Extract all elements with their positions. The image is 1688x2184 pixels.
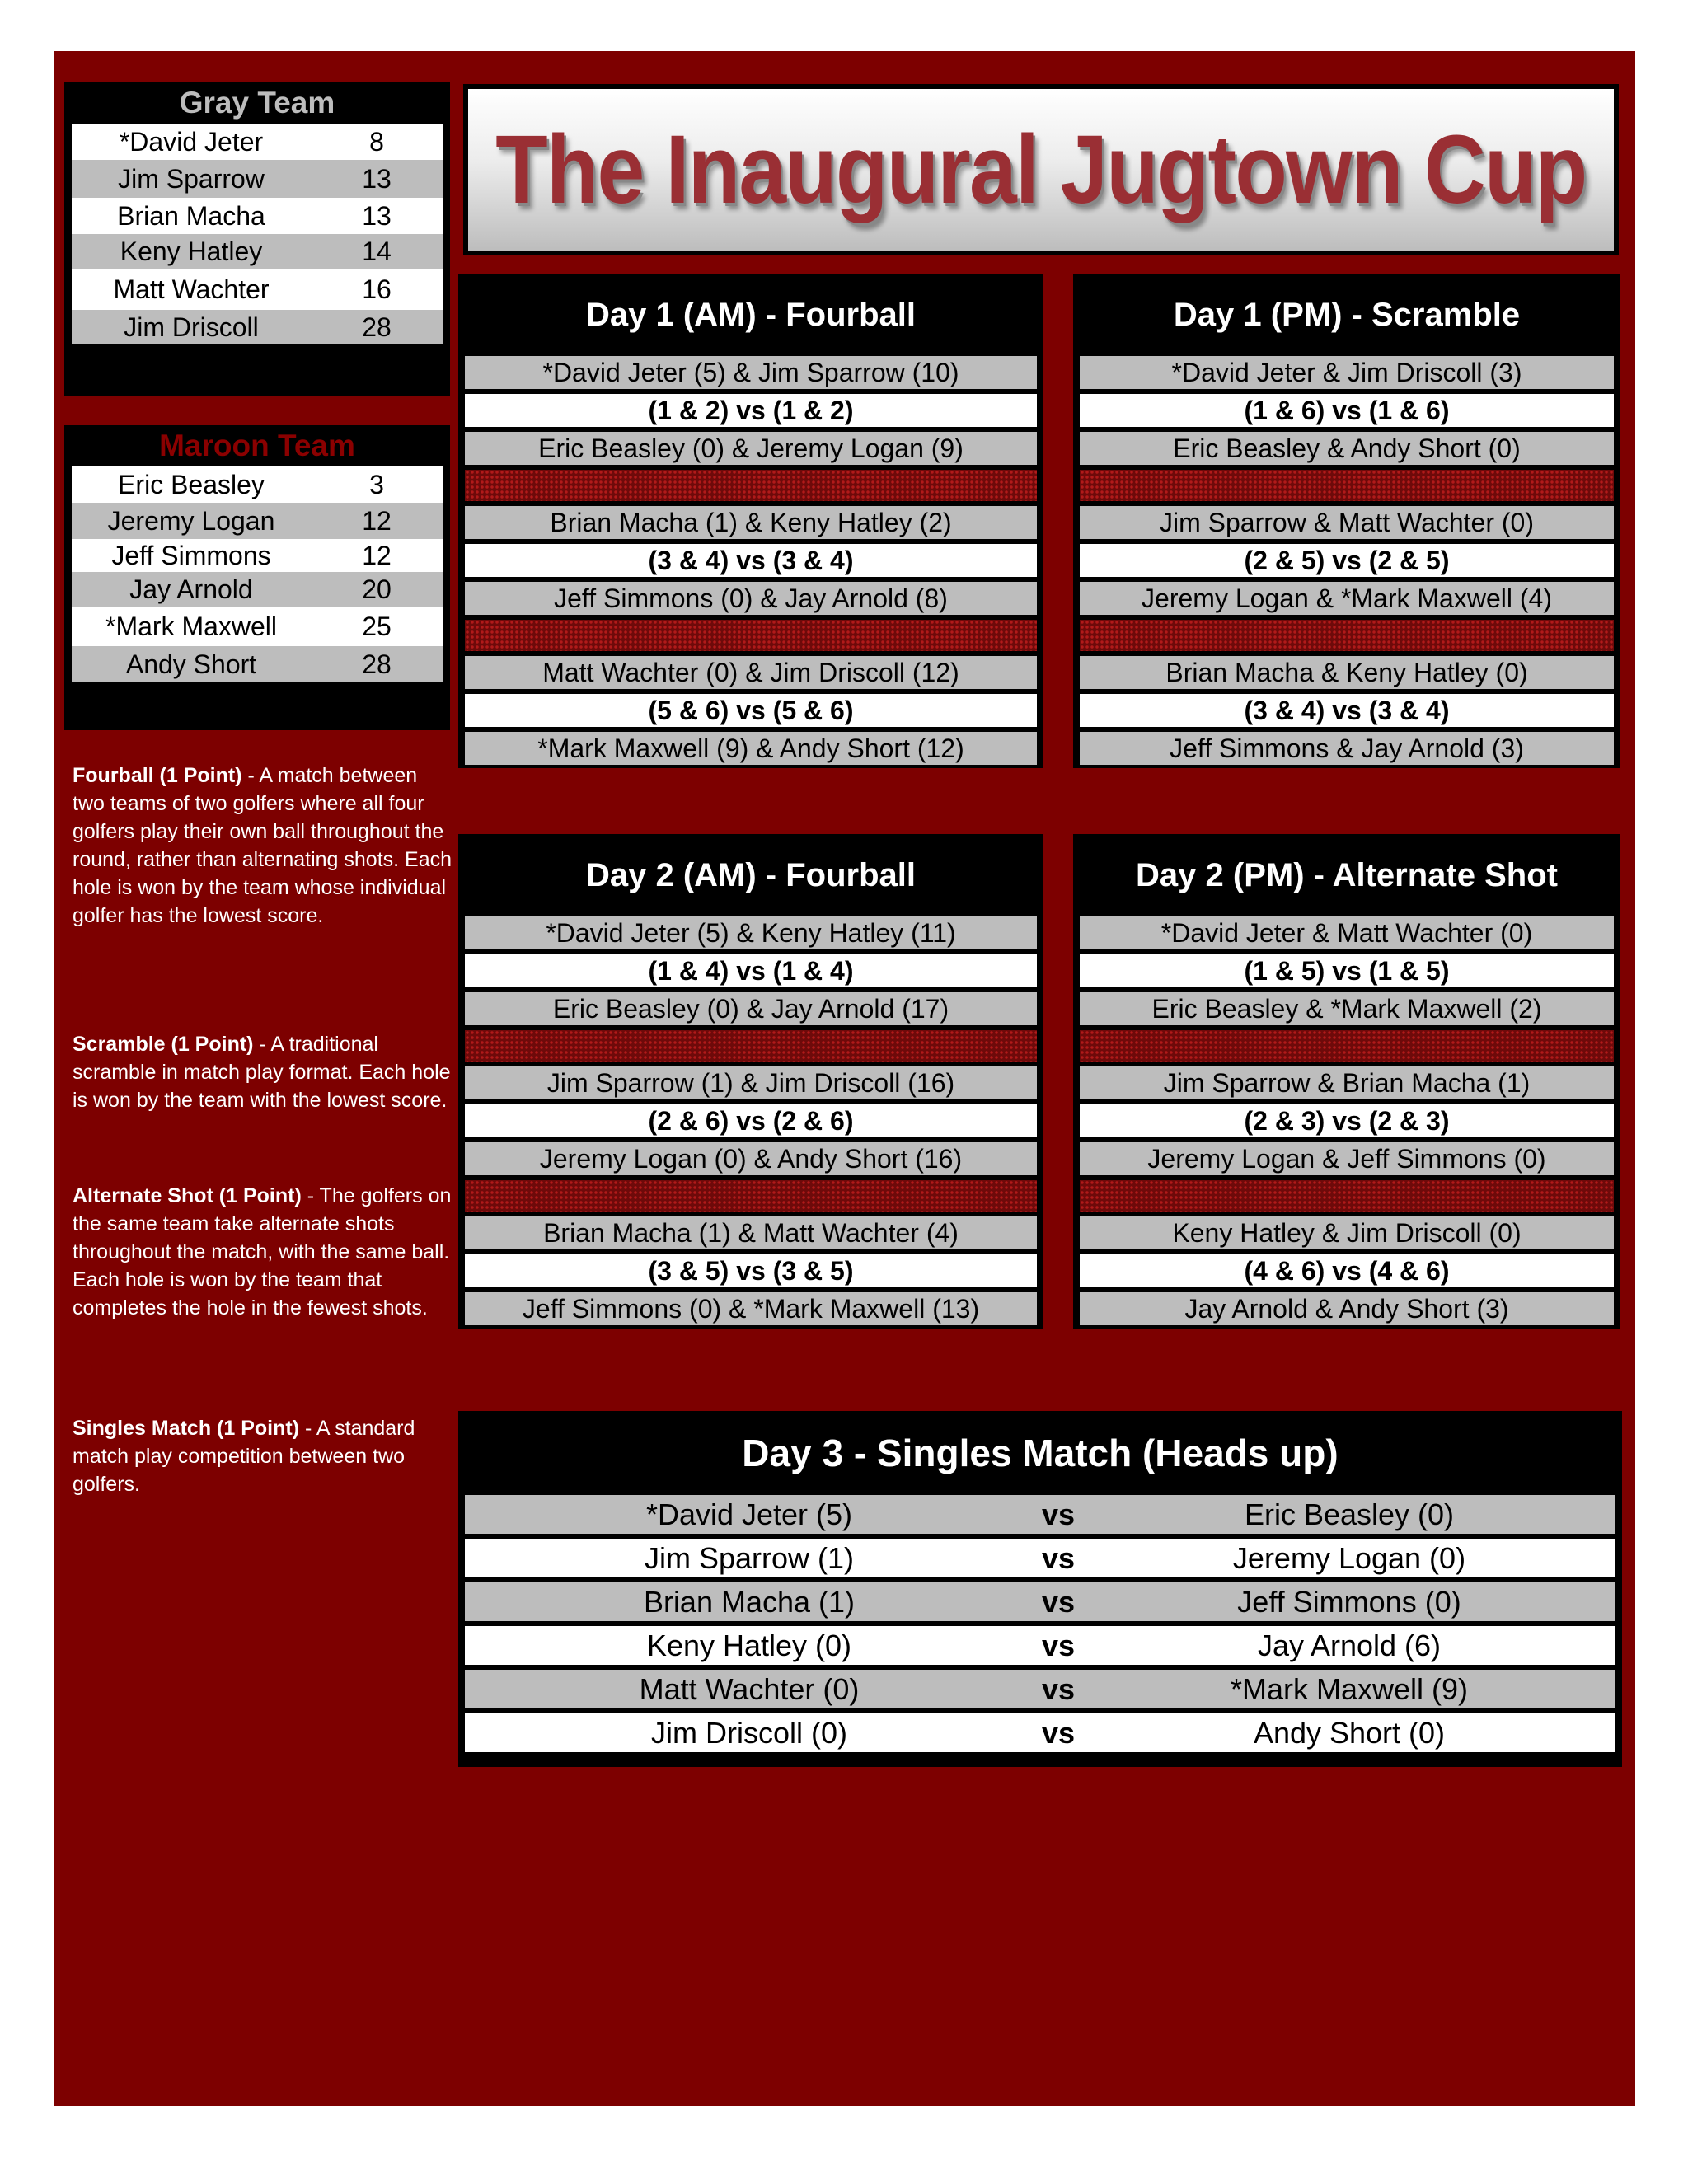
gray-player: Jim Driscoll (0) [651, 1716, 847, 1750]
definition-term: Alternate Shot (1 Point) [73, 1184, 302, 1207]
maroon-team-roster [64, 425, 450, 730]
definition-term: Fourball (1 Point) [73, 764, 242, 787]
vs-label: vs [1041, 1629, 1076, 1662]
table-row [72, 607, 443, 646]
pairing-label: (1 & 6) vs (1 & 6) [1080, 394, 1614, 427]
player-name: Eric Beasley [118, 469, 265, 499]
gray-player: *David Jeter (5) [645, 1497, 853, 1531]
pairing-label: (5 & 6) vs (5 & 6) [465, 694, 1037, 727]
maroon-pair: Jeff Simmons (0) & *Mark Maxwell (13) [465, 1292, 1037, 1325]
gray-pair: Jim Sparrow & Brian Macha (1) [1080, 1066, 1614, 1099]
gray-pair: Keny Hatley & Jim Driscoll (0) [1080, 1216, 1614, 1249]
gray-pair: Brian Macha (1) & Keny Hatley (2) [465, 506, 1037, 539]
day1-am-fourball-box [458, 274, 1043, 768]
vs-label: vs [1041, 1541, 1076, 1575]
player-handicap: 16 [362, 274, 392, 304]
singles-row [465, 1713, 1615, 1752]
gray-team-title: Gray Team [179, 86, 335, 120]
day3-title: Day 3 - Singles Match (Heads up) [742, 1432, 1339, 1474]
player-handicap: 8 [369, 126, 384, 157]
player-handicap: 28 [362, 649, 392, 679]
player-name: *Mark Maxwell [105, 611, 278, 641]
maroon-pair: Eric Beasley & *Mark Maxwell (2) [1080, 992, 1614, 1025]
gray-team-table [72, 124, 443, 344]
player-handicap: 28 [362, 312, 392, 342]
table-row [72, 466, 443, 503]
pairing-label: (3 & 5) vs (3 & 5) [465, 1254, 1037, 1287]
pairing-label: (4 & 6) vs (4 & 6) [1080, 1254, 1614, 1287]
maroon-pair: Jeff Simmons (0) & Jay Arnold (8) [465, 582, 1037, 615]
maroon-player: Jay Arnold (6) [1257, 1629, 1442, 1662]
day2-pm-alternate-shot-box [1073, 834, 1620, 1329]
table-row [72, 269, 443, 310]
pairing-label: (3 & 4) vs (3 & 4) [465, 544, 1037, 577]
pairing-label: (1 & 2) vs (1 & 2) [465, 394, 1037, 427]
pairing-label: (1 & 5) vs (1 & 5) [1080, 954, 1614, 987]
table-row [72, 310, 443, 344]
pairing-label: (3 & 4) vs (3 & 4) [1080, 694, 1614, 727]
player-handicap: 14 [362, 236, 392, 266]
vs-label: vs [1041, 1672, 1076, 1706]
match-divider [1080, 1180, 1614, 1212]
match-divider [1080, 620, 1614, 651]
gray-player: Matt Wachter (0) [639, 1672, 860, 1706]
definition-term: Scramble (1 Point) [73, 1033, 254, 1056]
player-handicap: 12 [362, 540, 392, 570]
pairing-label: (2 & 5) vs (2 & 5) [1080, 544, 1614, 577]
player-name: *David Jeter [119, 126, 264, 157]
definition-text: - A match between two teams of two golfers where all four golfers play their own ball throughout the round, rather than alternating shots. Each hole is won by the team whose individual golfer has the lowest score. [73, 764, 452, 927]
match-divider [465, 620, 1037, 651]
gray-pair: Jim Sparrow (1) & Jim Driscoll (16) [465, 1066, 1037, 1099]
gray-team-roster [64, 82, 450, 396]
maroon-pair: *Mark Maxwell (9) & Andy Short (12) [465, 732, 1037, 765]
player-name: Andy Short [125, 649, 257, 679]
day2-am-title: Day 2 (AM) - Fourball [585, 857, 917, 893]
definition-text: - A traditional scramble in match play format. Each hole is won by the team with the lowest score. [73, 1033, 451, 1112]
maroon-player: Jeff Simmons (0) [1237, 1585, 1461, 1619]
player-handicap: 13 [362, 163, 392, 194]
maroon-pair: Eric Beasley (0) & Jeremy Logan (9) [465, 432, 1037, 465]
player-handicap: 12 [362, 505, 392, 536]
maroon-player: Jeremy Logan (0) [1232, 1541, 1466, 1575]
player-name: Jeff Simmons [111, 540, 271, 570]
gray-pair: *David Jeter & Jim Driscoll (3) [1080, 356, 1614, 389]
table-row [72, 124, 443, 160]
maroon-player: *Mark Maxwell (9) [1230, 1672, 1469, 1706]
alternate-shot-definition [73, 1182, 452, 1322]
table-row [72, 572, 443, 607]
maroon-pair: Jay Arnold & Andy Short (3) [1080, 1292, 1614, 1325]
day1-pm-title: Day 1 (PM) - Scramble [1173, 297, 1521, 333]
day2-pm-title: Day 2 (PM) - Alternate Shot [1136, 857, 1558, 893]
player-handicap: 20 [362, 574, 392, 604]
table-row [72, 198, 443, 234]
gray-player: Jim Sparrow (1) [644, 1541, 855, 1575]
singles-definition [73, 1414, 452, 1498]
gray-pair: *David Jeter & Matt Wachter (0) [1080, 916, 1614, 949]
gray-player: Brian Macha (1) [643, 1585, 856, 1619]
maroon-team-table [72, 466, 443, 682]
gray-pair: Matt Wachter (0) & Jim Driscoll (12) [465, 656, 1037, 689]
match-divider [465, 470, 1037, 501]
player-name: Keny Hatley [120, 236, 263, 266]
match-divider [465, 1030, 1037, 1062]
table-row [72, 646, 443, 682]
match-divider [1080, 470, 1614, 501]
match-divider [1080, 1030, 1614, 1062]
maroon-pair: Jeremy Logan (0) & Andy Short (16) [465, 1142, 1037, 1175]
gray-player: Keny Hatley (0) [646, 1629, 852, 1662]
vs-label: vs [1041, 1716, 1076, 1750]
player-name: Jeremy Logan [107, 505, 275, 536]
gray-pair: Brian Macha & Keny Hatley (0) [1080, 656, 1614, 689]
player-handicap: 3 [369, 469, 384, 499]
player-name: Jim Sparrow [118, 163, 265, 194]
page-background [54, 51, 1635, 2106]
definition-term: Singles Match (1 Point) [73, 1417, 300, 1440]
maroon-pair: Jeremy Logan & *Mark Maxwell (4) [1080, 582, 1614, 615]
player-name: Matt Wachter [113, 274, 270, 304]
singles-row [465, 1670, 1615, 1708]
page-title: The Inaugural Jugtown Cup [495, 115, 1587, 224]
player-name: Jay Arnold [129, 574, 253, 604]
gray-pair: Brian Macha (1) & Matt Wachter (4) [465, 1216, 1037, 1249]
player-handicap: 13 [362, 200, 392, 231]
maroon-pair: Eric Beasley (0) & Jay Arnold (17) [465, 992, 1037, 1025]
table-row [72, 234, 443, 269]
day2-am-fourball-box [458, 834, 1043, 1329]
player-name: Jim Driscoll [124, 312, 259, 342]
table-row [72, 503, 443, 539]
pairing-label: (2 & 3) vs (2 & 3) [1080, 1104, 1614, 1137]
singles-row [465, 1539, 1615, 1577]
day1-pm-scramble-box [1073, 274, 1620, 768]
gray-pair: *David Jeter (5) & Keny Hatley (11) [465, 916, 1037, 949]
maroon-player: Andy Short (0) [1253, 1716, 1446, 1750]
pairing-label: (2 & 6) vs (2 & 6) [465, 1104, 1037, 1137]
player-handicap: 25 [362, 611, 392, 641]
maroon-pair: Jeff Simmons & Jay Arnold (3) [1080, 732, 1614, 765]
definition-text: - A standard match play competition between two golfers. [73, 1417, 415, 1496]
singles-row [465, 1582, 1615, 1621]
definition-text: - The golfers on the same team take alternate shots throughout the match, with the same ball. Each hole is won by the team that completes the hole in the fewest shots. [73, 1184, 452, 1319]
table-row [72, 160, 443, 198]
gray-pair: *David Jeter (5) & Jim Sparrow (10) [465, 356, 1037, 389]
maroon-pair: Jeremy Logan & Jeff Simmons (0) [1080, 1142, 1614, 1175]
maroon-team-title: Maroon Team [159, 429, 355, 462]
maroon-player: Eric Beasley (0) [1244, 1497, 1455, 1531]
gray-pair: Jim Sparrow & Matt Wachter (0) [1080, 506, 1614, 539]
scramble-definition [73, 1030, 452, 1114]
day3-singles-box [458, 1411, 1622, 1767]
fourball-definition [73, 762, 452, 930]
match-divider [465, 1180, 1037, 1212]
singles-row [465, 1626, 1615, 1665]
singles-row [465, 1495, 1615, 1534]
vs-label: vs [1041, 1585, 1076, 1619]
maroon-pair: Eric Beasley & Andy Short (0) [1080, 432, 1614, 465]
pairing-label: (1 & 4) vs (1 & 4) [465, 954, 1037, 987]
day1-am-title: Day 1 (AM) - Fourball [585, 297, 917, 333]
player-name: Brian Macha [117, 200, 265, 231]
table-row [72, 539, 443, 572]
vs-label: vs [1041, 1497, 1076, 1531]
title-banner [463, 84, 1619, 255]
